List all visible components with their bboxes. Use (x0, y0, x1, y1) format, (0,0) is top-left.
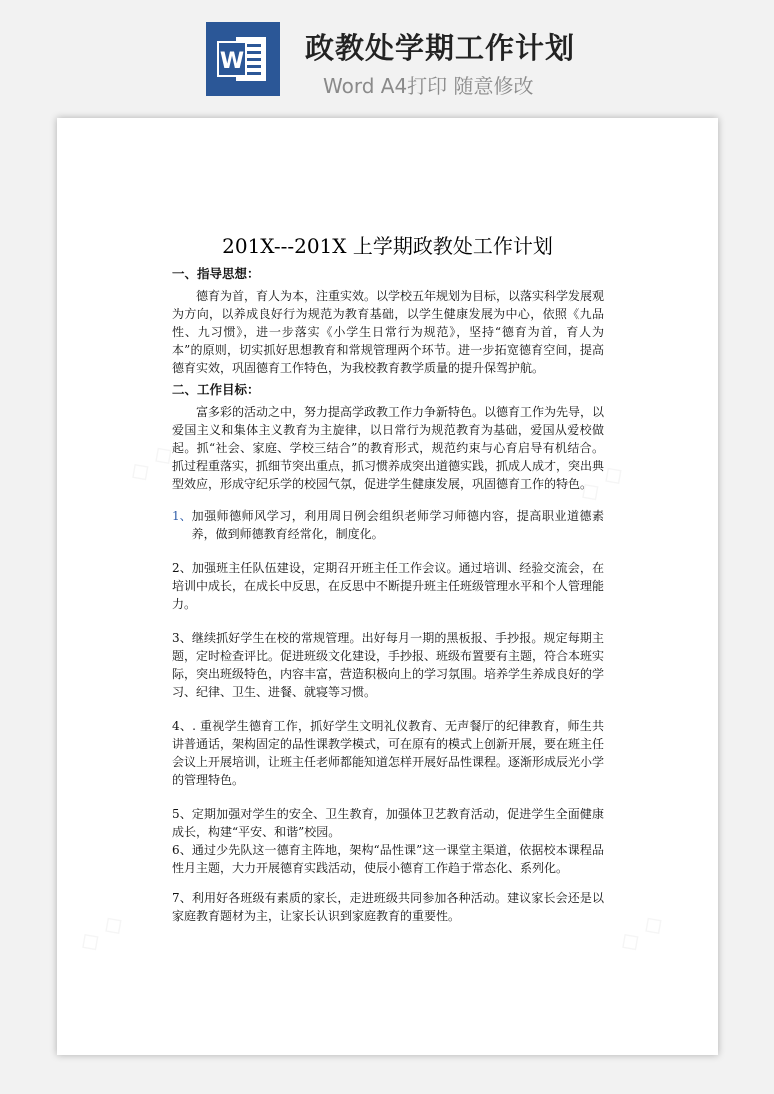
list-item: 5、定期加强对学生的安全、卫生教育，加强体卫艺教育活动，促进学生全面健康成长，构建“平安、和谐”校园。 (172, 807, 604, 839)
list-item: 6、通过少先队这一德育主阵地，架构“品性课”这一课堂主渠道，依据校本课程品性月主题，大力开展德育实践活动，使辰小德育工作趋于常态化、系列化。 (172, 843, 604, 875)
list-item: 4、. 重视学生德育工作，抓好学生文明礼仪教育、无声餐厅的纪律教育，师生共讲普通话，架构固定的品性课教学模式，可在原有的模式上创新开展，要在班主任会议上开展培训，让班主任老师都能知道怎样开展好品性课程。逐渐形成辰光小学的管理特色。 (172, 719, 605, 787)
watermark: ◇ ◇ (122, 436, 180, 490)
document-page (57, 118, 718, 1055)
list-number: 1、 (172, 509, 192, 523)
list-item: 2、加强班主任队伍建设，定期召开班主任工作会议。通过培训、经验交流会，在培训中成长，在成长中反思，在反思中不断提升班主任班级管理水平和个人管理能力。 (172, 561, 605, 611)
section-heading: 一、指导思想： (172, 266, 260, 281)
watermark: ◇ ◇ (72, 906, 130, 960)
paragraph: 富多彩的活动之中，努力提高学政教工作力争新特色。以德育工作为先导，以爱国主义和集体主义教育为主旋律，以日常行为规范教育为基础，爱国从爱校做起。抓“社会、家庭、学校三结合”的教育形式，规范约束与心育启导有机结合。抓过程重落实，抓细节突出重点，抓习惯养成突出道德实践，抓成人成才，突出典型效应，形成守纪乐学的校园气氛，促进学生健康发展，巩固德育工作的特色。 (172, 405, 605, 491)
document-body (172, 263, 604, 925)
word-icon-letter: W (219, 49, 245, 74)
banner-subtitle: Word A4打印 随意修改 (323, 74, 534, 98)
word-document-icon (206, 22, 280, 96)
list-item: 3、继续抓好学生在校的常规管理。出好每月一期的黑板报、手抄报。规定每期主题，定时检查评比。促进班级文化建设，手抄报、班级布置要有主题，符合本班实际，突出班级特色，内容丰富，营造积极向上的学习氛围。培养学生养成良好的学习、纪律、卫生、进餐、就寝等习惯。 (172, 631, 605, 699)
banner-title: 政教处学期工作计划 (305, 31, 576, 65)
document-title: 201X---201X 上学期政教处工作计划 (222, 234, 553, 258)
list-item: 7、利用好各班级有素质的家长，走进班级共同参加各种活动。建议家长会还是以家庭教育题材为主，让家长认识到家庭教育的重要性。 (172, 891, 604, 923)
paragraph: 德育为首，育人为本，注重实效。以学校五年规划为目标，以落实科学发展观为方向，以养成良好行为规范为教育基础，以学生健康发展为中心，依照《九品性、九习惯》，进一步落实《小学生日常行为规范》，坚持“德育为首，育人为本”的原则，切实抓好思想教育和常规管理两个环节。进一步拓宽德育空间，提高德育实效，巩固德育工作特色，为我校教育教学质量的提升保驾护航。 (172, 289, 605, 375)
watermark: ◇ ◇ (612, 906, 670, 960)
list-item (172, 507, 604, 543)
watermark: ◇ ◇ (572, 456, 630, 510)
list-item-text: 加强师德师风学习，利用周日例会组织老师学习师德内容，提高职业道德素养，做到师德教育经常化，制度化。 (191, 509, 604, 541)
header-banner (0, 0, 774, 118)
section-heading: 二、工作目标： (172, 382, 260, 397)
